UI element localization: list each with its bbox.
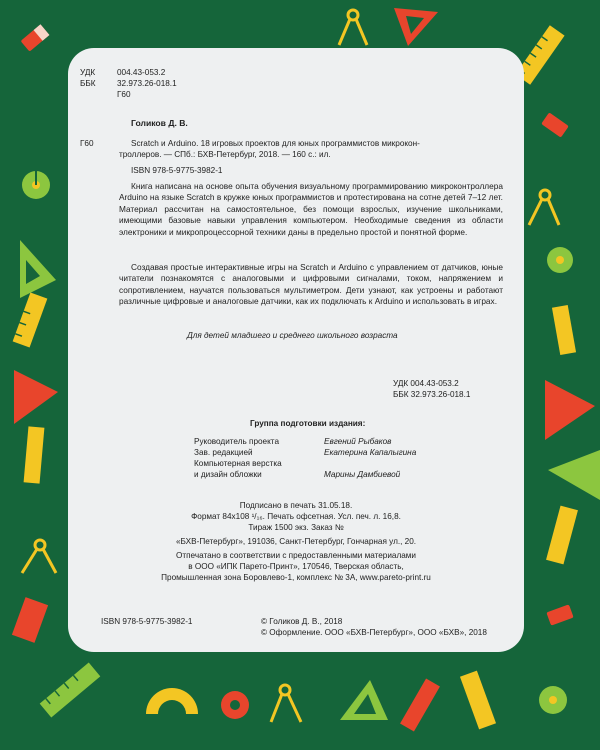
isbn-line: ISBN 978-5-9775-3982-1 [131, 166, 223, 175]
triangle-icon [20, 240, 56, 298]
udk-repeat: УДК 004.43-053.2 [393, 379, 459, 388]
staff-role: и дизайн обложки [194, 470, 262, 479]
annotation-paragraph-1: Книга написана на основе опыта обучения визуальному программированию микроконтроллера Arduino на языке Scratch в кружке юных программистов и протестирована на сотне детей 7–12 лет. Материал рассчитан на самостоятельное, без помощи взрослых, изучение школьниками, имеющими базовые навыки управления компьютером. Необходимые сведения из области электроники и микропроцессорной техники даны в предельно простой и понятной форме. [119, 181, 503, 237]
staff-role: Зав. редакцией [194, 448, 253, 457]
triangle-icon [545, 380, 595, 440]
staff-role: Компьютерная верстка [194, 459, 282, 468]
udk-value: 004.43-053.2 [117, 68, 166, 77]
ruler-icon [460, 671, 496, 730]
ruler-icon [13, 292, 48, 347]
annotation-paragraph-2: Создавая простые интерактивные игры на Scratch и Arduino с управлением от датчиков, юные читатели познакомятся с аналоговыми и цифровыми сигналами, током, напряжением и сопротивлением, научатся пользоваться мультиметром. Дети узнают, как устроены и работают различные цифровые и аналоговые датчики, как их подключать к Arduino и использовать в играх. [119, 262, 503, 307]
footer-copyright-design: © Оформление. ООО «БХВ-Петербург», ООО «БХВ», 2018 [261, 628, 487, 637]
imprint-printed-3: Промышленная зона Боровлево-1, комплекс № 3А, www.pareto-print.ru [161, 573, 431, 582]
author-mark: Г60 [117, 90, 131, 99]
triangle-icon [548, 450, 600, 500]
eraser-icon [12, 597, 48, 643]
protractor-disk-icon [539, 686, 567, 714]
staff-role: Руководитель проекта [194, 437, 280, 446]
compass-icon [339, 10, 367, 45]
citation-line-1: Scratch и Arduino. 18 игровых проектов для юных программистов микрокон- [131, 139, 420, 148]
bbk-value: 32.973.26-018.1 [117, 79, 177, 88]
staff-name: Екатерина Капалыгина [324, 448, 417, 457]
imprint-signed: Подписано в печать 31.05.18. [239, 501, 353, 510]
bbk-repeat: ББК 32.973.26-018.1 [393, 390, 471, 399]
eraser-icon [546, 604, 573, 625]
footer-isbn: ISBN 978-5-9775-3982-1 [101, 617, 193, 626]
compass-icon [271, 685, 301, 722]
triangle-icon [394, 8, 438, 46]
compass-icon [529, 190, 559, 225]
triangle-icon [340, 680, 388, 720]
imprint-printed-2: в ООО «ИПК Парето-Принт», 170546, Тверская область, [188, 562, 404, 571]
protractor-disk-icon [22, 171, 50, 199]
imprint-run: Тираж 1500 экз. Заказ № [248, 523, 344, 532]
footer-copyright-author: © Голиков Д. В., 2018 [261, 617, 343, 626]
ruler-icon [552, 305, 576, 355]
author-heading: Голиков Д. В. [131, 118, 188, 128]
ruler-icon [24, 426, 45, 483]
imprint-format: Формат 84x108 ¹/₁₆. Печать офсетная. Усл. печ. л. 16,8. [191, 512, 401, 521]
ruler-icon [546, 506, 578, 565]
bbk-label: ББК [80, 79, 96, 88]
eraser-icon [21, 24, 50, 51]
citation-mark: Г60 [80, 139, 94, 148]
staff-heading: Группа подготовки издания: [250, 419, 366, 428]
ruler-icon [400, 678, 440, 731]
imprint-printed-1: Отпечатано в соответствии с предоставленными материалами [175, 551, 417, 560]
staff-name: Евгений Рыбаков [324, 437, 392, 446]
eraser-icon [541, 112, 569, 137]
compass-icon [22, 540, 56, 573]
citation-line-2: троллеров. — СПб.: БХВ-Петербург, 2018. — 160 с.: ил. [119, 150, 331, 159]
protractor-disk-icon [547, 247, 573, 273]
protractor-disk-icon [221, 691, 249, 719]
protractor-icon [146, 688, 198, 714]
copyright-page-card [68, 48, 524, 652]
imprint-publisher: «БХВ-Петербург», 191036, Санкт-Петербург, Гончарная ул., 20. [175, 537, 417, 546]
staff-name: Марины Дамбиевой [324, 470, 401, 479]
audience-note: Для детей младшего и среднего школьного возраста [187, 331, 398, 340]
udk-label: УДК [80, 68, 96, 77]
triangle-icon [14, 370, 58, 424]
ruler-icon [40, 663, 101, 718]
